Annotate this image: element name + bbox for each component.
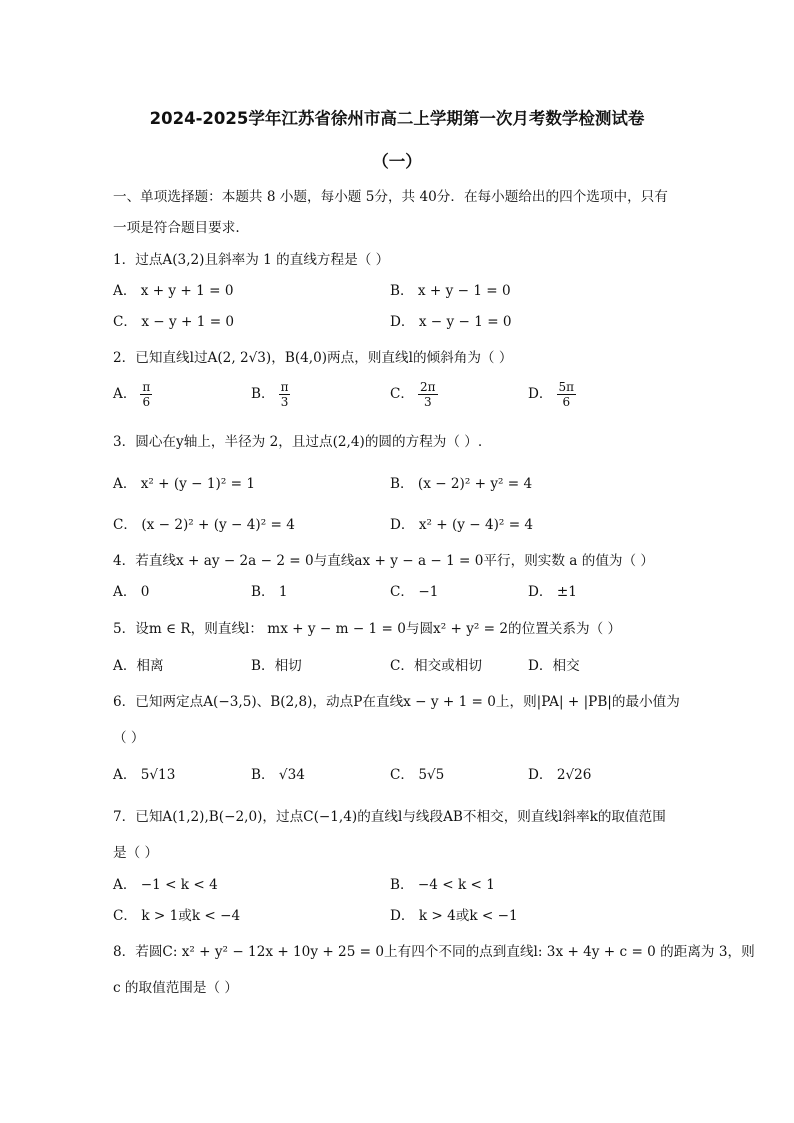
question-7-option-c: C． k > 1或k < −4 xyxy=(113,908,241,924)
question-8-stem: 8．若圆C: x² + y² − 12x + 10y + 25 = 0上有四个不同的点到直线l: 3x + 4y + c = 0 的距离为 3，则 xyxy=(113,944,755,960)
fraction-denominator: 3 xyxy=(423,395,432,409)
option-label: D． xyxy=(528,386,553,402)
question-3-stem: 3．圆心在y轴上，半径为 2，且过点(2,4)的圆的方程为（ ）. xyxy=(113,434,483,450)
question-2-stem: 2．已知直线l过A(2, 2√3)，B(4,0)两点，则直线l的倾斜角为（ ） xyxy=(113,350,513,366)
fraction xyxy=(418,380,438,409)
question-1-option-a: A． x + y + 1 = 0 xyxy=(113,283,234,299)
section-instructions-line2: 一项是符合题目要求. xyxy=(113,220,240,236)
question-4-option-b: B． 1 xyxy=(251,584,288,600)
question-3-option-c: C． (x − 2)² + (y − 4)² = 4 xyxy=(113,517,295,533)
question-7-stem-continued: 是（ ） xyxy=(113,845,159,861)
question-6-stem: 6．已知两定点A(−3,5)、B(2,8)，动点P在直线x − y + 1 = 0上，则|PA| + |PB|的最小值为 xyxy=(113,694,680,710)
question-2-option-c xyxy=(390,380,438,409)
fraction-denominator: 6 xyxy=(562,395,571,409)
question-5-option-d: D．相交 xyxy=(528,658,580,674)
question-3-option-b: B． (x − 2)² + y² = 4 xyxy=(390,476,533,492)
question-7-option-a: A． −1 < k < 4 xyxy=(113,877,218,893)
question-8-stem-continued: c 的取值范围是（ ） xyxy=(113,980,239,996)
question-1-option-b: B． x + y − 1 = 0 xyxy=(390,283,511,299)
question-4-option-d: D． ±1 xyxy=(528,584,577,600)
section-instructions-line1: 一、单项选择题：本题共 8 小题，每小题 5分，共 40分．在每小题给出的四个选项中，只有 xyxy=(113,189,668,205)
question-5-stem: 5．设m ∈ R，则直线l： mx + y − m − 1 = 0与圆x² + y² = 2的位置关系为（ ） xyxy=(113,621,622,637)
question-6-option-a: A． 5√13 xyxy=(113,767,176,783)
question-5-option-c: C．相交或相切 xyxy=(390,658,482,674)
question-1-option-c: C． x − y + 1 = 0 xyxy=(113,314,235,330)
fraction-numerator: 5π xyxy=(558,380,575,394)
fraction-numerator: 2π xyxy=(420,380,436,394)
question-3-option-d: D． x² + (y − 4)² = 4 xyxy=(390,517,534,533)
fraction-denominator: 6 xyxy=(142,395,151,409)
question-6-option-c: C． 5√5 xyxy=(390,767,445,783)
question-7-stem: 7．已知A(1,2),B(−2,0)，过点C(−1,4)的直线l与线段AB不相交，则直线l斜率k的取值范围 xyxy=(113,809,666,825)
fraction xyxy=(557,380,577,409)
option-label: C． xyxy=(390,386,414,402)
question-4-stem: 4．若直线x + ay − 2a − 2 = 0与直线ax + y − a − 1 = 0平行，则实数 a 的值为（ ） xyxy=(113,553,655,569)
question-6-option-b: B． √34 xyxy=(251,767,305,783)
option-label: B． xyxy=(251,386,275,402)
question-6-option-d: D． 2√26 xyxy=(528,767,592,783)
question-7-option-d: D． k > 4或k < −1 xyxy=(390,908,518,924)
document-title: 2024-2025学年江苏省徐州市高二上学期第一次月考数学检测试卷 xyxy=(149,109,645,128)
question-7-option-b: B． −4 < k < 1 xyxy=(390,877,495,893)
question-4-option-c: C． −1 xyxy=(390,584,439,600)
fraction-numerator: π xyxy=(142,380,151,394)
fraction xyxy=(279,380,291,409)
question-1-option-d: D． x − y − 1 = 0 xyxy=(390,314,512,330)
question-6-stem-continued: （ ） xyxy=(113,730,145,746)
question-1-stem: 1．过点A(3,2)且斜率为 1 的直线方程是（ ） xyxy=(113,252,390,268)
fraction-numerator: π xyxy=(280,380,289,394)
question-5-option-a: A．相离 xyxy=(113,658,164,674)
document-subtitle: （一） xyxy=(372,152,422,171)
question-2-option-d xyxy=(528,380,576,409)
question-3-option-a: A． x² + (y − 1)² = 1 xyxy=(113,476,255,492)
question-5-option-b: B．相切 xyxy=(251,658,302,674)
question-2-option-a xyxy=(113,380,152,409)
option-label: A． xyxy=(113,386,137,402)
fraction xyxy=(140,380,152,409)
fraction-denominator: 3 xyxy=(280,395,289,409)
question-2-option-b xyxy=(251,380,290,409)
question-4-option-a: A． 0 xyxy=(113,584,150,600)
